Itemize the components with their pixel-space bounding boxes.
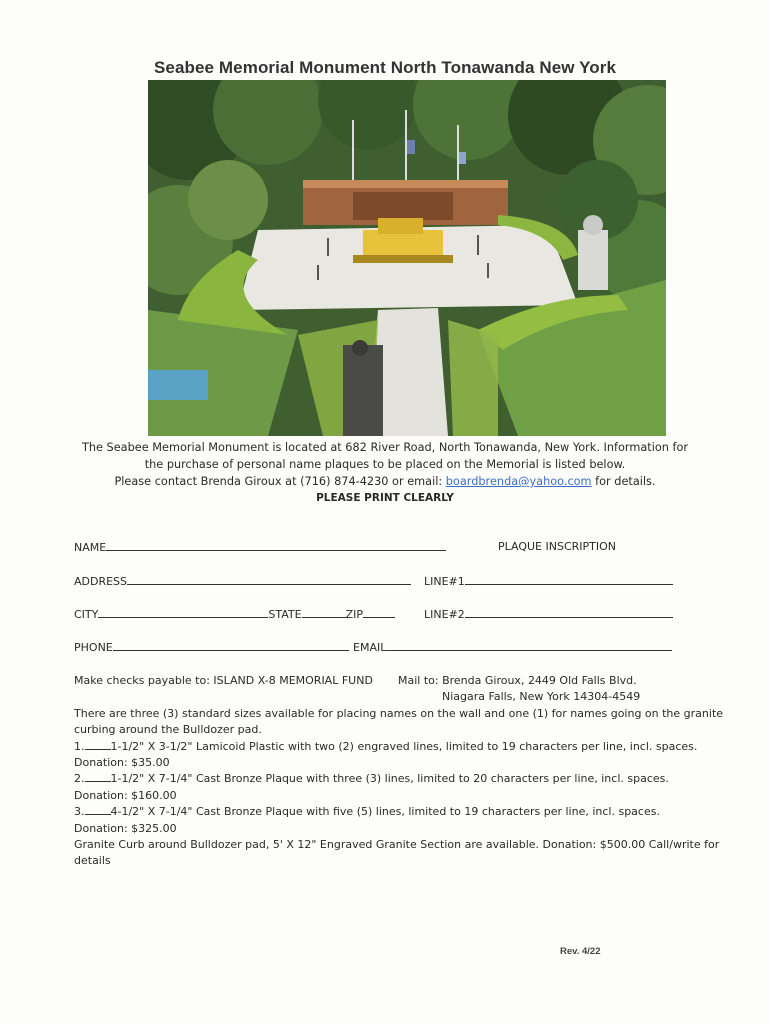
sizes-intro: There are three (3) standard sizes available for placing names on the wall and one (1) for names going on the granite curbing around the Bulldozer pad. [74,706,724,737]
plaque-inscription-heading: PLAQUE INSCRIPTION [498,540,617,553]
mail-line: Mail to: Brenda Giroux, 2449 Old Falls Blvd. [398,674,637,687]
option-checkbox-3[interactable] [85,805,111,815]
option-donation: Donation: $160.00 [74,788,177,802]
zip-field[interactable] [363,607,395,618]
city-label: CITY [74,608,99,621]
city-field[interactable] [98,607,268,618]
option-desc: 1-1/2" X 7-1/4" Cast Bronze Plaque with three (3) lines, limited to 20 characters per line, incl. spaces. [110,772,669,786]
option-donation: Donation: $35.00 [74,756,170,770]
email-row [353,640,672,654]
revision-label: Rev. 4/22 [560,946,601,957]
line1-row [424,574,673,588]
line1-field[interactable] [465,574,673,585]
contact-line [70,473,700,490]
option-checkbox-2[interactable] [85,772,111,782]
line2-field[interactable] [465,607,673,618]
state-label: STATE [268,608,302,621]
option-desc: 4-1/2" X 7-1/4" Cast Bronze Plaque with five (5) lines, limited to 19 characters per line, incl. spaces. [110,805,660,819]
address-row [74,574,411,588]
address-label: ADDRESS [74,575,128,588]
mail-line: Niagara Falls, New York 14304-4549 [442,690,641,704]
monument-photo-icon [148,80,666,436]
name-row [74,540,446,554]
option-desc: 1-1/2" X 3-1/2" Lamicoid Plastic with two (2) engraved lines, limited to 19 characters per line, incl. spaces. [110,739,698,753]
contact-text: Please contact Brenda Giroux at (716) 874-4230 or email: [114,475,446,488]
contact-text-end: for details. [591,475,656,488]
print-notice: PLEASE PRINT CLEARLY [316,492,454,504]
option-number: 1. [74,739,85,753]
name-field[interactable] [106,540,446,551]
line2-row [424,607,673,621]
line2-label: LINE#2 [424,608,465,621]
intro-paragraph [70,439,700,507]
name-label: NAME [74,541,107,554]
intro-line: the purchase of personal name plaques to be placed on the Memorial is listed below. [144,458,626,471]
intro-line: The Seabee Memorial Monument is located at 682 River Road, North Tonawanda, New York. Information for [81,441,689,454]
option-number: 2. [74,772,85,786]
line1-label: LINE#1 [424,575,465,588]
option-checkbox-1[interactable] [85,740,111,750]
option-row [74,739,724,755]
checks-payable: Make checks payable to: ISLAND X-8 MEMORIAL FUND [74,674,373,687]
phone-label: PHONE [74,641,113,654]
zip-label: ZIP [345,608,363,621]
granite-option: Granite Curb around Bulldozer pad, 5' X 12" Engraved Granite Section are available. Donation: $500.00 Call/write for details [74,838,720,868]
option-row [74,804,724,820]
email-label: EMAIL [353,641,387,654]
email-link[interactable]: boardbrenda@yahoo.com [445,475,592,488]
state-field[interactable] [302,607,346,618]
option-number: 3. [74,805,85,819]
city-row [74,607,395,621]
email-field[interactable] [386,640,672,651]
mail-address [398,673,640,706]
option-donation: Donation: $325.00 [74,821,177,835]
page-title: Seabee Memorial Monument North Tonawanda New York [153,58,617,77]
option-row [74,771,724,787]
monument-photo [148,80,666,436]
phone-row [74,640,349,654]
phone-field[interactable] [113,640,349,651]
address-field[interactable] [127,574,411,585]
